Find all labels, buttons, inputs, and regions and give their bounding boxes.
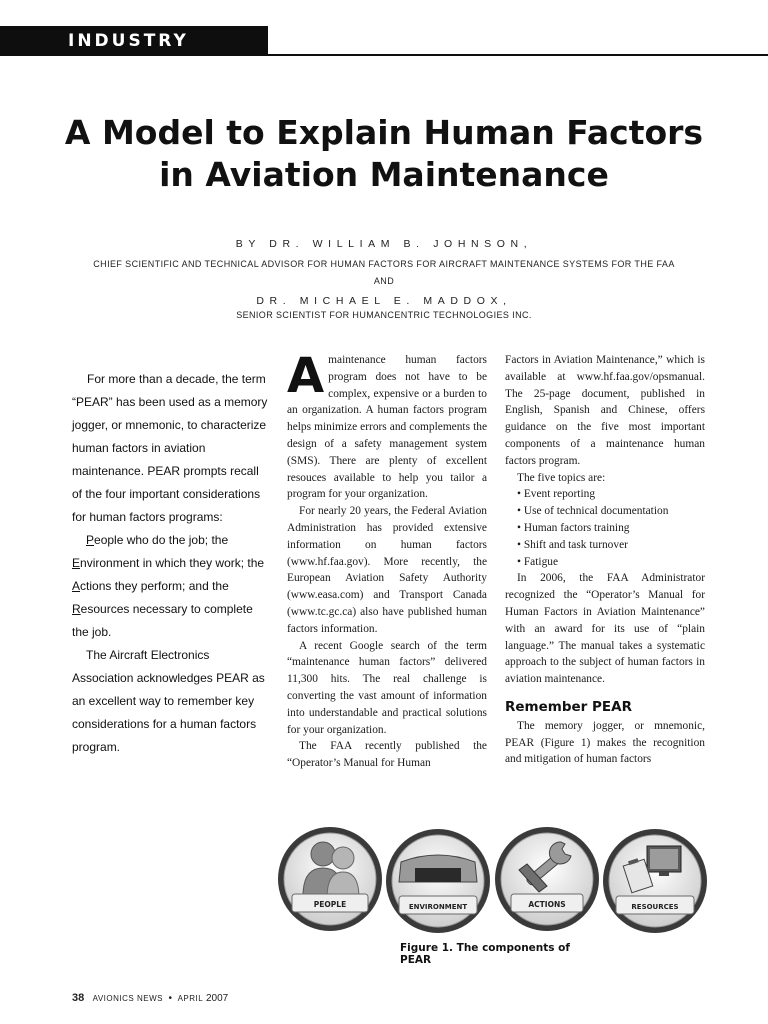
environment-text: nvironment in which they work; the [80,556,265,570]
sidebar-paragraph-3: The Aircraft Electronics Association acknowledges PEAR as an excellent way to remember key considerations for a human factors program. [72,648,265,754]
issue-month: APRIL [177,994,204,1003]
article-title [40,112,728,196]
list-item: • Event reporting [517,486,705,503]
list-item: • Use of technical documentation [517,503,705,520]
letter-e: E [72,556,81,570]
sidebar-paragraph-2 [72,529,270,644]
section-label: INDUSTRY [0,26,268,56]
body-paragraph-2: For nearly 20 years, the Federal Aviation Administration has provided extensive information on human factors (www.hf.faa.gov). More recently, the European Aviation Safety Authority (www.easa.com) and Transport Canada (www.tc.gc.ca) also have published human factors information. [287,505,487,635]
letter-p: P [86,533,95,547]
title-line-1: A Model to Explain Human Factors [64,113,704,152]
actions-component [495,827,599,931]
list-item: • Human factors training [517,520,705,537]
intro-sidebar [72,368,270,759]
body-paragraph-6: In 2006, the FAA Administrator recognized the “Operator’s Manual for Human Factors in Aviation Maintenance” with an award for its use of “plain language.” The manual takes a systematic approach to the subject of human factors in aviation maintenance. [505,572,705,686]
resources-component [603,829,707,933]
actions-text: ctions they perform; and the [80,579,229,593]
people-text: eople who do the job; the [94,533,229,547]
header-rule [268,54,768,56]
publication-name: AVIONICS NEWS [92,994,163,1003]
actions-label: ACTIONS [528,900,566,909]
body-column-1 [287,348,487,772]
topics-list [505,486,705,570]
title-line-2: in Aviation Maintenance [159,155,609,194]
page-number: 38 [72,992,85,1004]
list-item: • Shift and task turnover [517,537,705,554]
author-1-role: CHIEF SCIENTIFIC AND TECHNICAL ADVISOR FOR HUMAN FACTORS FOR AIRCRAFT MAINTENANCE SYSTEMS FOR THE FAA [93,259,675,269]
letter-r: R [72,602,81,616]
environment-component [386,829,490,933]
topics-intro: The five topics are: [517,471,606,484]
body-paragraph-1 [287,348,487,503]
body-paragraph-5: Factors in Aviation Maintenance,” which is available at www.hf.faa.gov/opsmanual. The 25-page document, published in English, Spanish and Chinese, offers guidance on the five most important components of a maintenance human factors program. [505,354,705,467]
body-paragraph-7: The memory jogger, or mnemonic, PEAR (Figure 1) makes the recognition and mitigation of human factors [505,719,705,766]
body-paragraph-3: A recent Google search of the term “maintenance human factors” delivered 11,300 hits. The real challenge is converting the vast amount of information into understandable and practical solutions for your organization. [287,639,487,736]
list-item: • Fatigue [517,554,705,571]
people-component [278,827,382,931]
body-paragraph-4: The FAA recently published the “Operator’s Manual for Human [287,740,487,770]
sidebar-paragraph-1: For more than a decade, the term “PEAR” has been used as a memory jogger, or mnemonic, to characterize human factors in aviation maintenance. PEAR prompts recall of the four important considerations for human factors programs: [72,372,268,524]
letter-a: A [72,579,81,593]
author-1: BY DR. WILLIAM B. JOHNSON, [235,238,533,250]
resources-label: RESOURCES [631,903,679,911]
hangar-icon [399,855,477,882]
section-heading: Remember PEAR [505,698,632,715]
page-footer [72,992,228,1004]
body-column-2 [505,352,705,768]
author-2: DR. MICHAEL E. MADDOX, [256,295,512,307]
people-label: PEOPLE [313,900,347,909]
author-2-role: SENIOR SCIENTIST FOR HUMANCENTRIC TECHNOLOGIES INC. [236,310,532,320]
footer-bullet: • [168,993,173,1004]
author-conjunction: AND [373,276,395,286]
body-paragraph-1-text: maintenance human factors program does not have to be complex, expensive or a burden to an organization. A human factors program helps minimize errors and complements the design of a safety management system (SMS). There are plenty of excellent resouces available to help you tailor a program for your organization. [287,354,487,501]
figure-caption: Figure 1. The components of PEAR [400,942,570,966]
environment-label: ENVIRONMENT [408,903,468,911]
pear-figure [275,824,715,934]
drop-cap: A [287,348,325,404]
resources-text: esources necessary to complete the job. [72,602,253,639]
issue-year: 2007 [206,993,229,1004]
